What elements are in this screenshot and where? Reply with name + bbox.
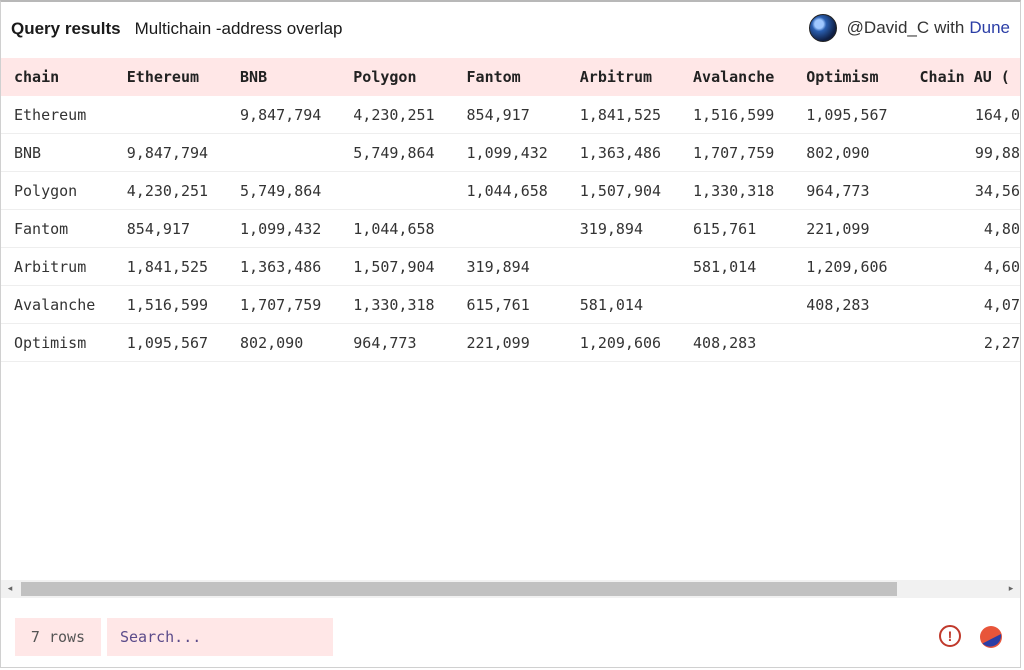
column-header[interactable]: Ethereum bbox=[126, 68, 200, 86]
value-cell: 1,516,599 bbox=[114, 286, 227, 324]
value-cell: 5,749,864 bbox=[340, 134, 453, 172]
table-row bbox=[1, 248, 1020, 286]
column-header[interactable]: Chain AU ( bbox=[919, 68, 1010, 86]
value-cell: 1,516,599 bbox=[680, 96, 793, 134]
chain-cell: Arbitrum bbox=[1, 248, 114, 286]
value-cell: 854,917 bbox=[454, 96, 567, 134]
author-link[interactable]: @David_C bbox=[846, 18, 930, 37]
value-cell: 4,80 bbox=[907, 210, 1020, 248]
avatar[interactable] bbox=[809, 14, 837, 42]
table-row bbox=[1, 210, 1020, 248]
value-cell: 802,090 bbox=[227, 324, 340, 362]
chain-cell: Optimism bbox=[1, 324, 114, 362]
scrollbar-thumb[interactable] bbox=[21, 582, 897, 596]
value-cell: 4,60 bbox=[907, 248, 1020, 286]
alert-icon[interactable]: ! bbox=[939, 625, 961, 647]
value-cell: 1,507,904 bbox=[567, 172, 680, 210]
column-header[interactable]: Avalanche bbox=[693, 68, 775, 86]
value-cell bbox=[340, 172, 453, 210]
chain-cell: Fantom bbox=[1, 210, 114, 248]
panel-header bbox=[1, 2, 1020, 56]
table-row bbox=[1, 324, 1020, 362]
horizontal-scrollbar[interactable] bbox=[1, 580, 1020, 598]
value-cell: 408,283 bbox=[793, 286, 906, 324]
value-cell: 802,090 bbox=[793, 134, 906, 172]
value-cell: 1,099,432 bbox=[227, 210, 340, 248]
value-cell: 9,847,794 bbox=[227, 96, 340, 134]
table-row bbox=[1, 286, 1020, 324]
value-cell: 4,07 bbox=[907, 286, 1020, 324]
value-cell: 964,773 bbox=[340, 324, 453, 362]
panel-footer bbox=[1, 600, 1020, 668]
column-header[interactable]: Polygon bbox=[353, 68, 417, 86]
row-count-badge: 7 rows bbox=[15, 618, 101, 656]
table-row bbox=[1, 134, 1020, 172]
value-cell: 221,099 bbox=[454, 324, 567, 362]
value-cell: 1,209,606 bbox=[567, 324, 680, 362]
value-cell bbox=[227, 134, 340, 172]
with-text: with bbox=[934, 18, 965, 37]
attribution bbox=[809, 14, 1010, 42]
value-cell: 615,761 bbox=[454, 286, 567, 324]
value-cell: 1,841,525 bbox=[114, 248, 227, 286]
column-header[interactable]: chain bbox=[14, 68, 60, 86]
value-cell: 1,330,318 bbox=[340, 286, 453, 324]
value-cell bbox=[680, 286, 793, 324]
results-table bbox=[1, 58, 1020, 362]
value-cell: 1,707,759 bbox=[680, 134, 793, 172]
search-input[interactable] bbox=[107, 618, 333, 656]
value-cell: 1,099,432 bbox=[454, 134, 567, 172]
value-cell: 4,230,251 bbox=[340, 96, 453, 134]
value-cell: 615,761 bbox=[680, 210, 793, 248]
column-header[interactable]: Optimism bbox=[806, 68, 879, 86]
value-cell: 408,283 bbox=[680, 324, 793, 362]
value-cell: 854,917 bbox=[114, 210, 227, 248]
value-cell: 5,749,864 bbox=[227, 172, 340, 210]
value-cell: 4,230,251 bbox=[114, 172, 227, 210]
value-cell: 164,0 bbox=[907, 96, 1020, 134]
scroll-right-icon[interactable]: ▸ bbox=[1008, 584, 1014, 594]
theme-toggle-icon[interactable] bbox=[979, 625, 1003, 649]
value-cell: 1,044,658 bbox=[340, 210, 453, 248]
value-cell: 221,099 bbox=[793, 210, 906, 248]
value-cell: 1,507,904 bbox=[340, 248, 453, 286]
value-cell: 1,363,486 bbox=[227, 248, 340, 286]
scroll-left-icon[interactable]: ◂ bbox=[7, 584, 13, 594]
chain-cell: Polygon bbox=[1, 172, 114, 210]
column-header[interactable]: BNB bbox=[240, 68, 268, 86]
value-cell bbox=[567, 248, 680, 286]
value-cell: 1,330,318 bbox=[680, 172, 793, 210]
value-cell: 1,707,759 bbox=[227, 286, 340, 324]
chain-cell: Ethereum bbox=[1, 96, 114, 134]
query-title[interactable]: Multichain -address overlap bbox=[134, 19, 343, 38]
value-cell: 34,56 bbox=[907, 172, 1020, 210]
results-table-container[interactable] bbox=[1, 58, 1020, 578]
value-cell: 1,209,606 bbox=[793, 248, 906, 286]
value-cell: 1,095,567 bbox=[114, 324, 227, 362]
value-cell: 9,847,794 bbox=[114, 134, 227, 172]
column-header[interactable]: Fantom bbox=[466, 68, 521, 86]
value-cell: 1,841,525 bbox=[567, 96, 680, 134]
section-label: Query results bbox=[11, 19, 121, 38]
table-body bbox=[1, 96, 1020, 362]
value-cell: 581,014 bbox=[680, 248, 793, 286]
dune-link[interactable]: Dune bbox=[969, 18, 1010, 37]
chain-cell: BNB bbox=[1, 134, 114, 172]
chain-cell: Avalanche bbox=[1, 286, 114, 324]
table-row bbox=[1, 96, 1020, 134]
table-row bbox=[1, 172, 1020, 210]
value-cell: 964,773 bbox=[793, 172, 906, 210]
table-header-row bbox=[1, 58, 1020, 96]
value-cell: 2,27 bbox=[907, 324, 1020, 362]
value-cell: 99,88 bbox=[907, 134, 1020, 172]
value-cell: 319,894 bbox=[454, 248, 567, 286]
value-cell bbox=[793, 324, 906, 362]
value-cell: 1,044,658 bbox=[454, 172, 567, 210]
value-cell: 1,363,486 bbox=[567, 134, 680, 172]
value-cell: 581,014 bbox=[567, 286, 680, 324]
column-header[interactable]: Arbitrum bbox=[579, 68, 653, 86]
value-cell: 1,095,567 bbox=[793, 96, 906, 134]
value-cell bbox=[114, 96, 227, 134]
value-cell: 319,894 bbox=[567, 210, 680, 248]
value-cell bbox=[454, 210, 567, 248]
